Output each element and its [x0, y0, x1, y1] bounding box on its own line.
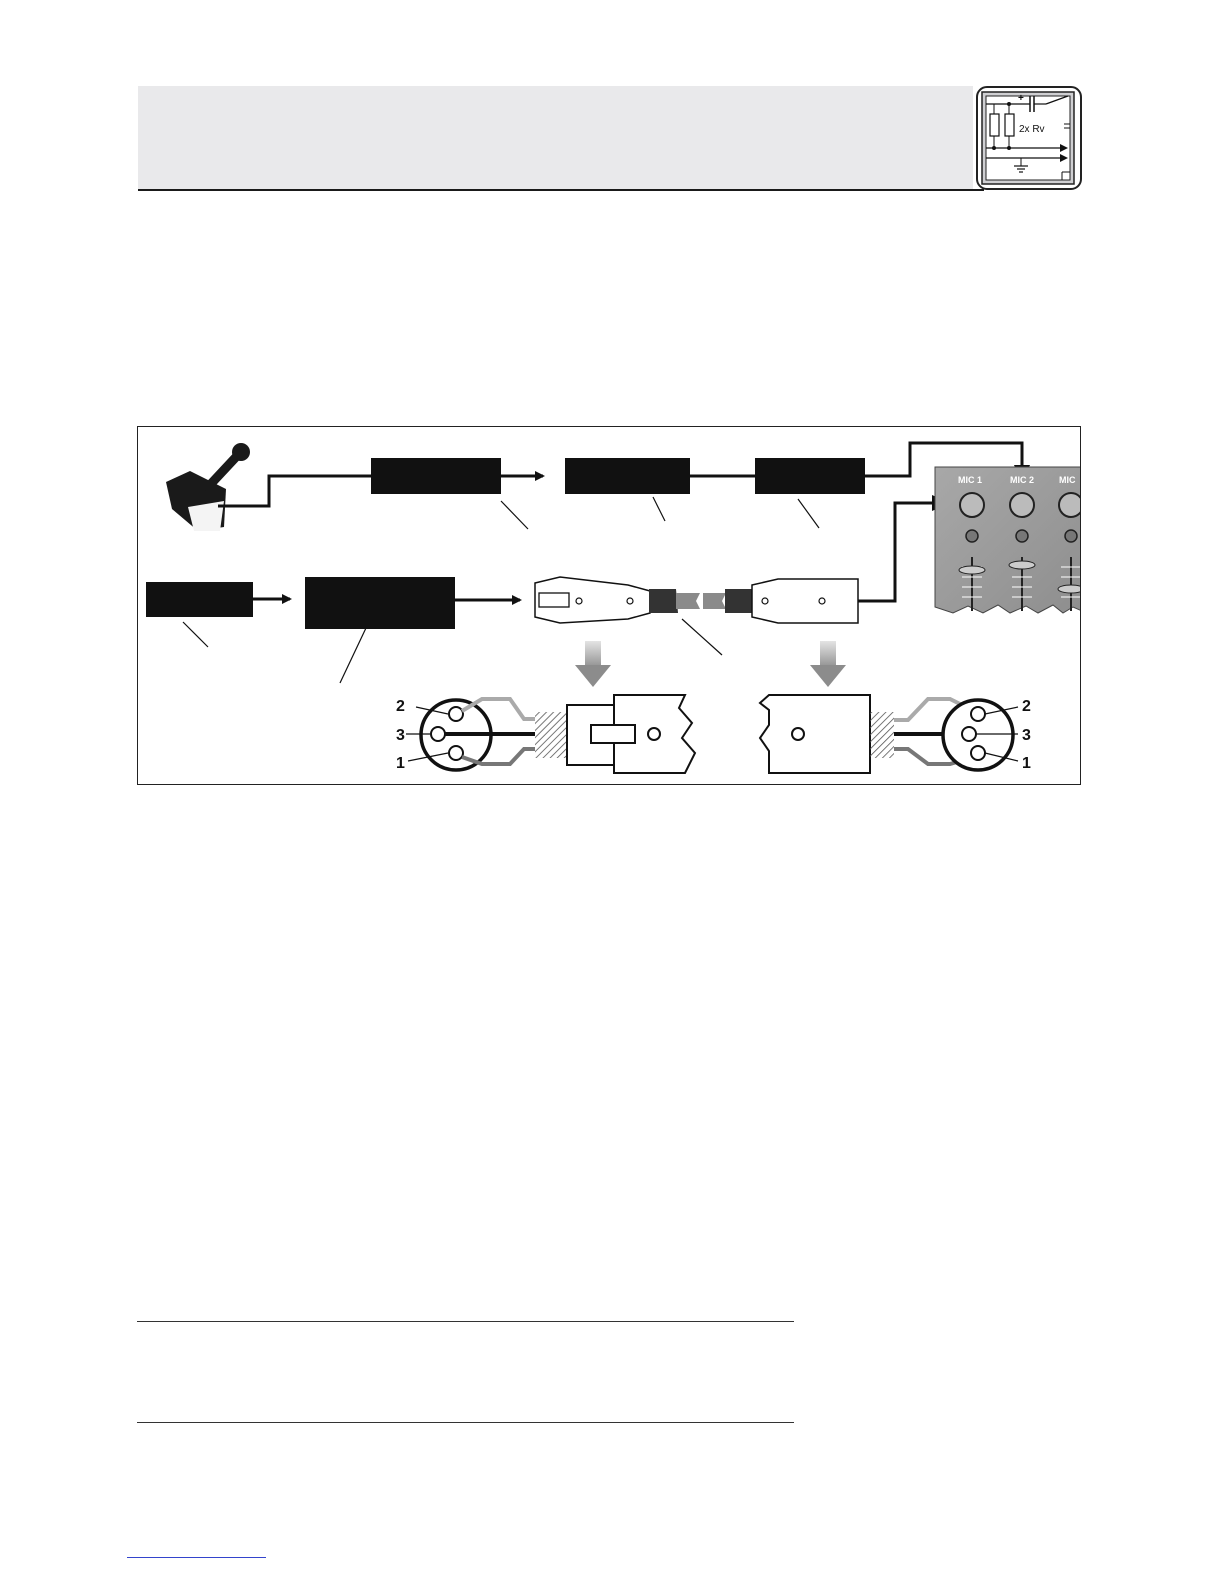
- xlr-pinout-right: [870, 698, 1031, 772]
- microphone-icon: [166, 443, 268, 531]
- signal-block-3: [755, 458, 865, 494]
- footnote-divider-top: [137, 1321, 794, 1322]
- xlr-pinout-left: [396, 698, 567, 772]
- mixer-channel-label: MIC 1: [958, 475, 983, 485]
- xlr-male-connector: [535, 577, 700, 623]
- mic-input-jack: [1059, 493, 1081, 517]
- signal-block-2: [565, 458, 690, 494]
- signal-block-1: [371, 458, 501, 494]
- pin-number: 3: [1022, 727, 1031, 744]
- circuit-schematic-icon: [974, 84, 1084, 192]
- mixer-panel: [935, 467, 1081, 613]
- mic-input-jack: [960, 493, 984, 517]
- mixer-channel-label: MIC 2: [1010, 475, 1035, 485]
- header-band: [138, 86, 973, 190]
- header-divider: [138, 189, 984, 191]
- pin-number: 2: [396, 698, 405, 715]
- pin-number: 2: [1022, 698, 1031, 715]
- mic-input-jack: [1010, 493, 1034, 517]
- connector-detail-right: [760, 695, 870, 773]
- footnote-divider-bottom: [137, 1422, 794, 1423]
- wiring-diagram-figure: [137, 426, 1081, 785]
- icon-resistor-label: 2x Rv: [1019, 124, 1045, 135]
- wiring-diagram: [138, 427, 1081, 785]
- bottom-link-underline[interactable]: [127, 1556, 266, 1558]
- signal-block-5: [305, 577, 455, 629]
- down-arrow-icon: [810, 641, 846, 687]
- pin-number: 1: [1022, 755, 1031, 772]
- pin-number: 1: [396, 755, 405, 772]
- xlr-female-connector: [703, 579, 858, 623]
- mixer-channel-label: MIC: [1059, 475, 1076, 485]
- pin-number: 3: [396, 727, 405, 744]
- down-arrow-icon: [575, 641, 611, 687]
- svg-text:+: +: [1018, 93, 1024, 104]
- connector-detail-left: [567, 695, 695, 773]
- signal-block-4: [146, 582, 253, 617]
